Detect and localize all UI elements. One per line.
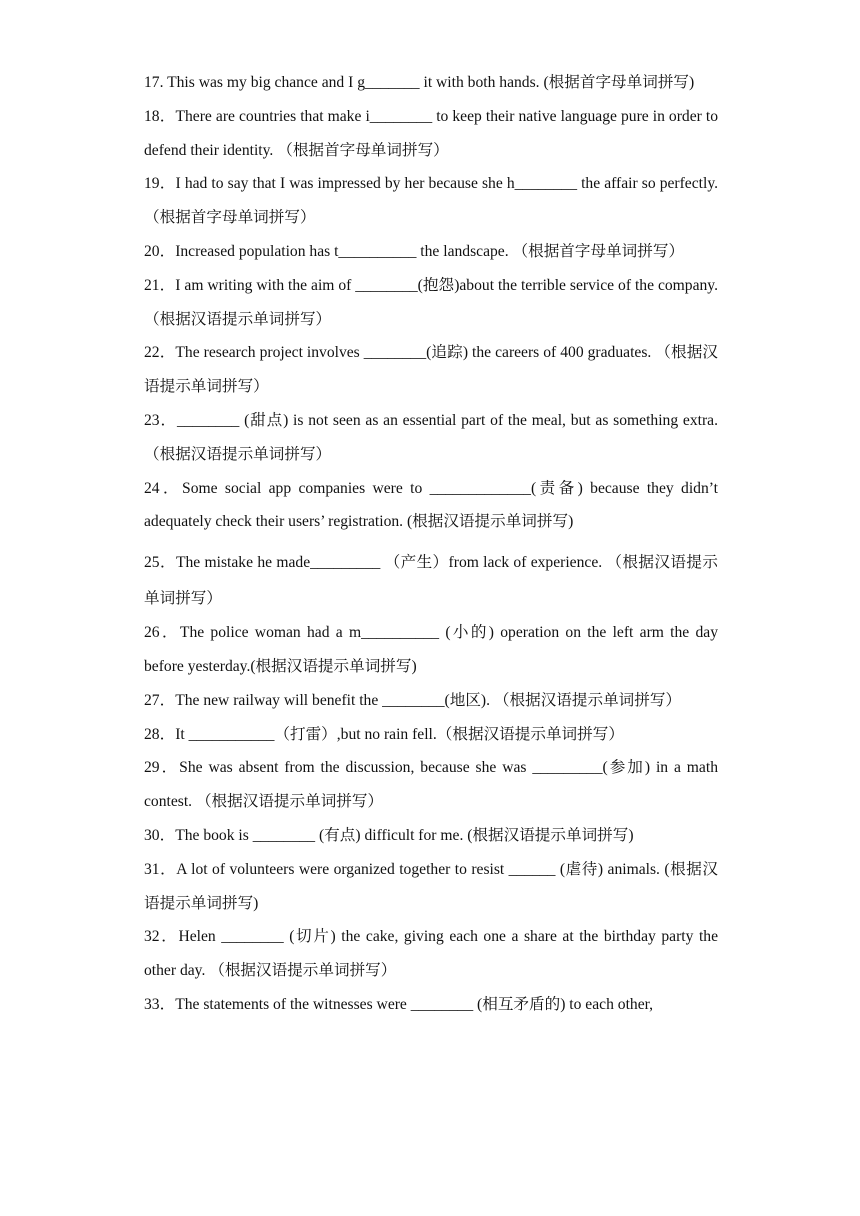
question-21: 21．I am writing with the aim of ________(抱怨)about the terrible service of the company. （根据汉语提示单词拼写） xyxy=(144,276,718,328)
question-32: 32．Helen ________ (切片) the cake, giving each one a share at the birthday party the other day. （根据汉语提示单词拼写） xyxy=(144,928,718,980)
question-list xyxy=(144,66,718,1022)
question-17: 17. This was my big chance and I g_______ it with both hands. (根据首字母单词拼写) xyxy=(144,74,695,91)
question-22: 22．The research project involves ________(追踪) the careers of 400 graduates. （根据汉语提示单词拼写） xyxy=(144,344,718,396)
question-33: 33．The statements of the witnesses were ________ (相互矛盾的) to each other, xyxy=(144,995,654,1013)
question-28: 28．It ___________（打雷）,but no rain fell.（根据汉语提示单词拼写） xyxy=(144,725,624,743)
question-27: 27．The new railway will benefit the ________(地区). （根据汉语提示单词拼写） xyxy=(144,691,682,709)
question-20: 20．Increased population has t__________ the landscape. （根据首字母单词拼写） xyxy=(144,242,685,260)
question-31: 31．A lot of volunteers were organized together to resist ______ (虐待) animals. (根据汉语提示单词拼写) xyxy=(144,860,718,912)
question-25: 25．The mistake he made_________ （产生）from lack of experience. （根据汉语提示单词拼写） xyxy=(144,554,718,607)
question-18: 18．There are countries that make i________ to keep their native language pure in order to defend their identity. （根据首字母单词拼写） xyxy=(144,107,718,159)
question-23: 23．________ (甜点) is not seen as an essential part of the meal, but as something extra. （根据汉语提示单词拼写） xyxy=(144,411,718,463)
question-26: 26．The police woman had a m__________ (小的) operation on the left arm the day before yesterday.(根据汉语提示单词拼写) xyxy=(144,624,718,675)
question-30: 30．The book is ________ (有点) difficult for me. (根据汉语提示单词拼写) xyxy=(144,826,634,844)
question-24: 24．Some social app companies were to _____________(责备) because they didn’t adequately check their users’ registration. (根据汉语提示单词拼写) xyxy=(144,479,718,531)
question-19: 19．I had to say that I was impressed by her because she h________ the affair so perfectly. （根据首字母单词拼写） xyxy=(144,175,718,227)
question-29: 29．She was absent from the discussion, because she was _________(参加) in a math contest. （根据汉语提示单词拼写） xyxy=(144,759,718,811)
